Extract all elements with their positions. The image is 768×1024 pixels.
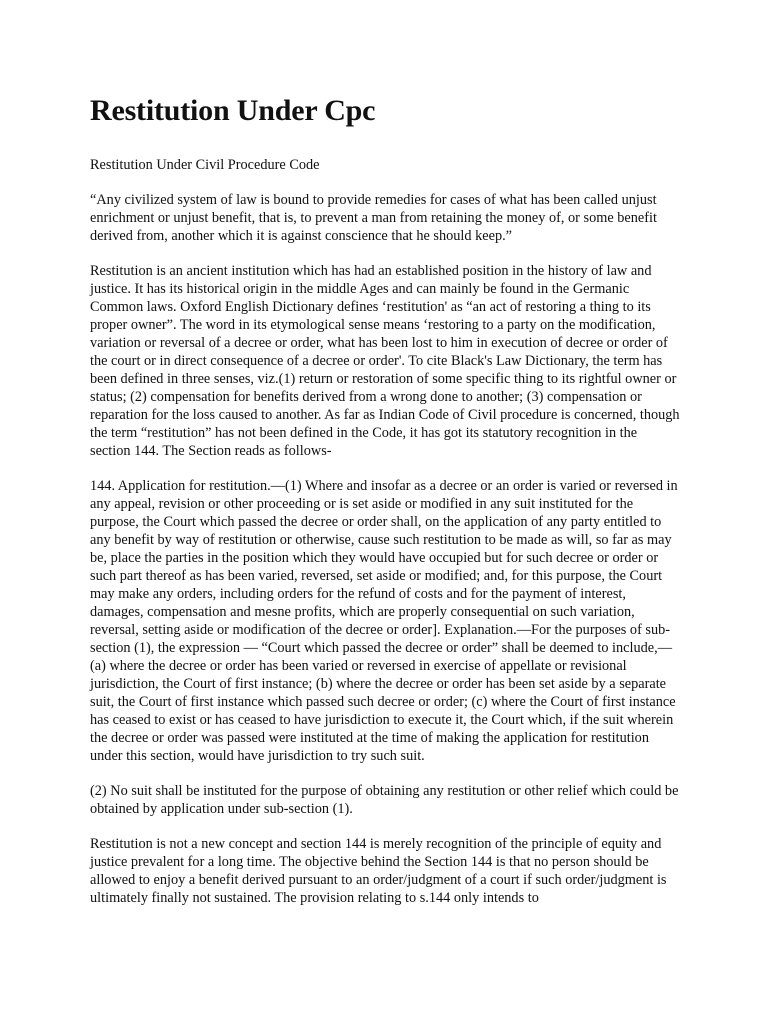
document-page xyxy=(90,92,680,924)
subsection-2-paragraph: (2) No suit shall be instituted for the purpose of obtaining any restitution or other relief which could be obtained by application under sub-section (1). xyxy=(90,783,679,817)
quote-paragraph: “Any civilized system of law is bound to provide remedies for cases of what has been called unjust enrichment or unjust benefit, that is, to prevent a man from retaining the money of, or some benefit derived from, another which it is against conscience that he should keep.” xyxy=(90,192,657,244)
document-title: Restitution Under Cpc xyxy=(90,94,376,127)
subtitle-paragraph: Restitution Under Civil Procedure Code xyxy=(90,157,320,173)
section-144-paragraph: 144. Application for restitution.—(1) Where and insofar as a decree or an order is varied or reversed in any appeal, revision or other proceeding or is set aside or modified in any suit instituted for the purpose, the Court which passed the decree or order shall, on the application of any party entitled to any benefit by way of restitution or otherwise, cause such restitution to be made as will, so far as may be, place the parties in the position which they would have occupied but for such decree or order or such part thereof as has been varied, reversed, set aside or modified; and, for this purpose, the Court may make any orders, including orders for the refund of costs and for the payment of interest, damages, compensation and mesne profits, which are properly consequential on such variation, reversal, setting aside or modification of the decree or order]. Explanation.—For the purposes of sub-section (1), the expression — “Court which passed the decree or order” shall be deemed to include,— (a) where the decree or order has been varied or reversed in exercise of appellate or revisional jurisdiction, the Court of first instance; (b) where the decree or order has been set aside by a separate suit, the Court of first instance which passed such decree or order; (c) where the Court of first instance has ceased to exist or has ceased to have jurisdiction to execute it, the Court which, if the suit wherein the decree or order was passed were instituted at the time of making the application for restitution under this section, would have jurisdiction to try such suit. xyxy=(90,478,678,764)
body-paragraph-intro: Restitution is an ancient institution which has had an established position in the history of law and justice. It has its historical origin in the middle Ages and can mainly be found in the Germanic Common laws. Oxford English Dictionary defines ‘restitution' as “an act of restoring a thing to its proper owner”. The word in its etymological sense means ‘restoring to a party on the modification, variation or reversal of a decree or order, what has been lost to him in execution of decree or order of the court or in direct consequence of a decree or order'. To cite Black's Law Dictionary, the term has been defined in three senses, viz.(1) return or restoration of some specific thing to its rightful owner or status; (2) compensation for benefits derived from a wrong done to another; (3) compensation or reparation for the loss caused to another. As far as Indian Code of Civil procedure is concerned, though the term “restitution” has not been defined in the Code, it has got its statutory recognition in the section 144. The Section reads as follows- xyxy=(90,263,680,459)
body-paragraph-closing: Restitution is not a new concept and section 144 is merely recognition of the principle of equity and justice prevalent for a long time. The objective behind the Section 144 is that no person should be allowed to enjoy a benefit derived pursuant to an order/judgment of a court if such order/judgment is ultimately finally not sustained. The provision relating to s.144 only intends to xyxy=(90,836,667,906)
